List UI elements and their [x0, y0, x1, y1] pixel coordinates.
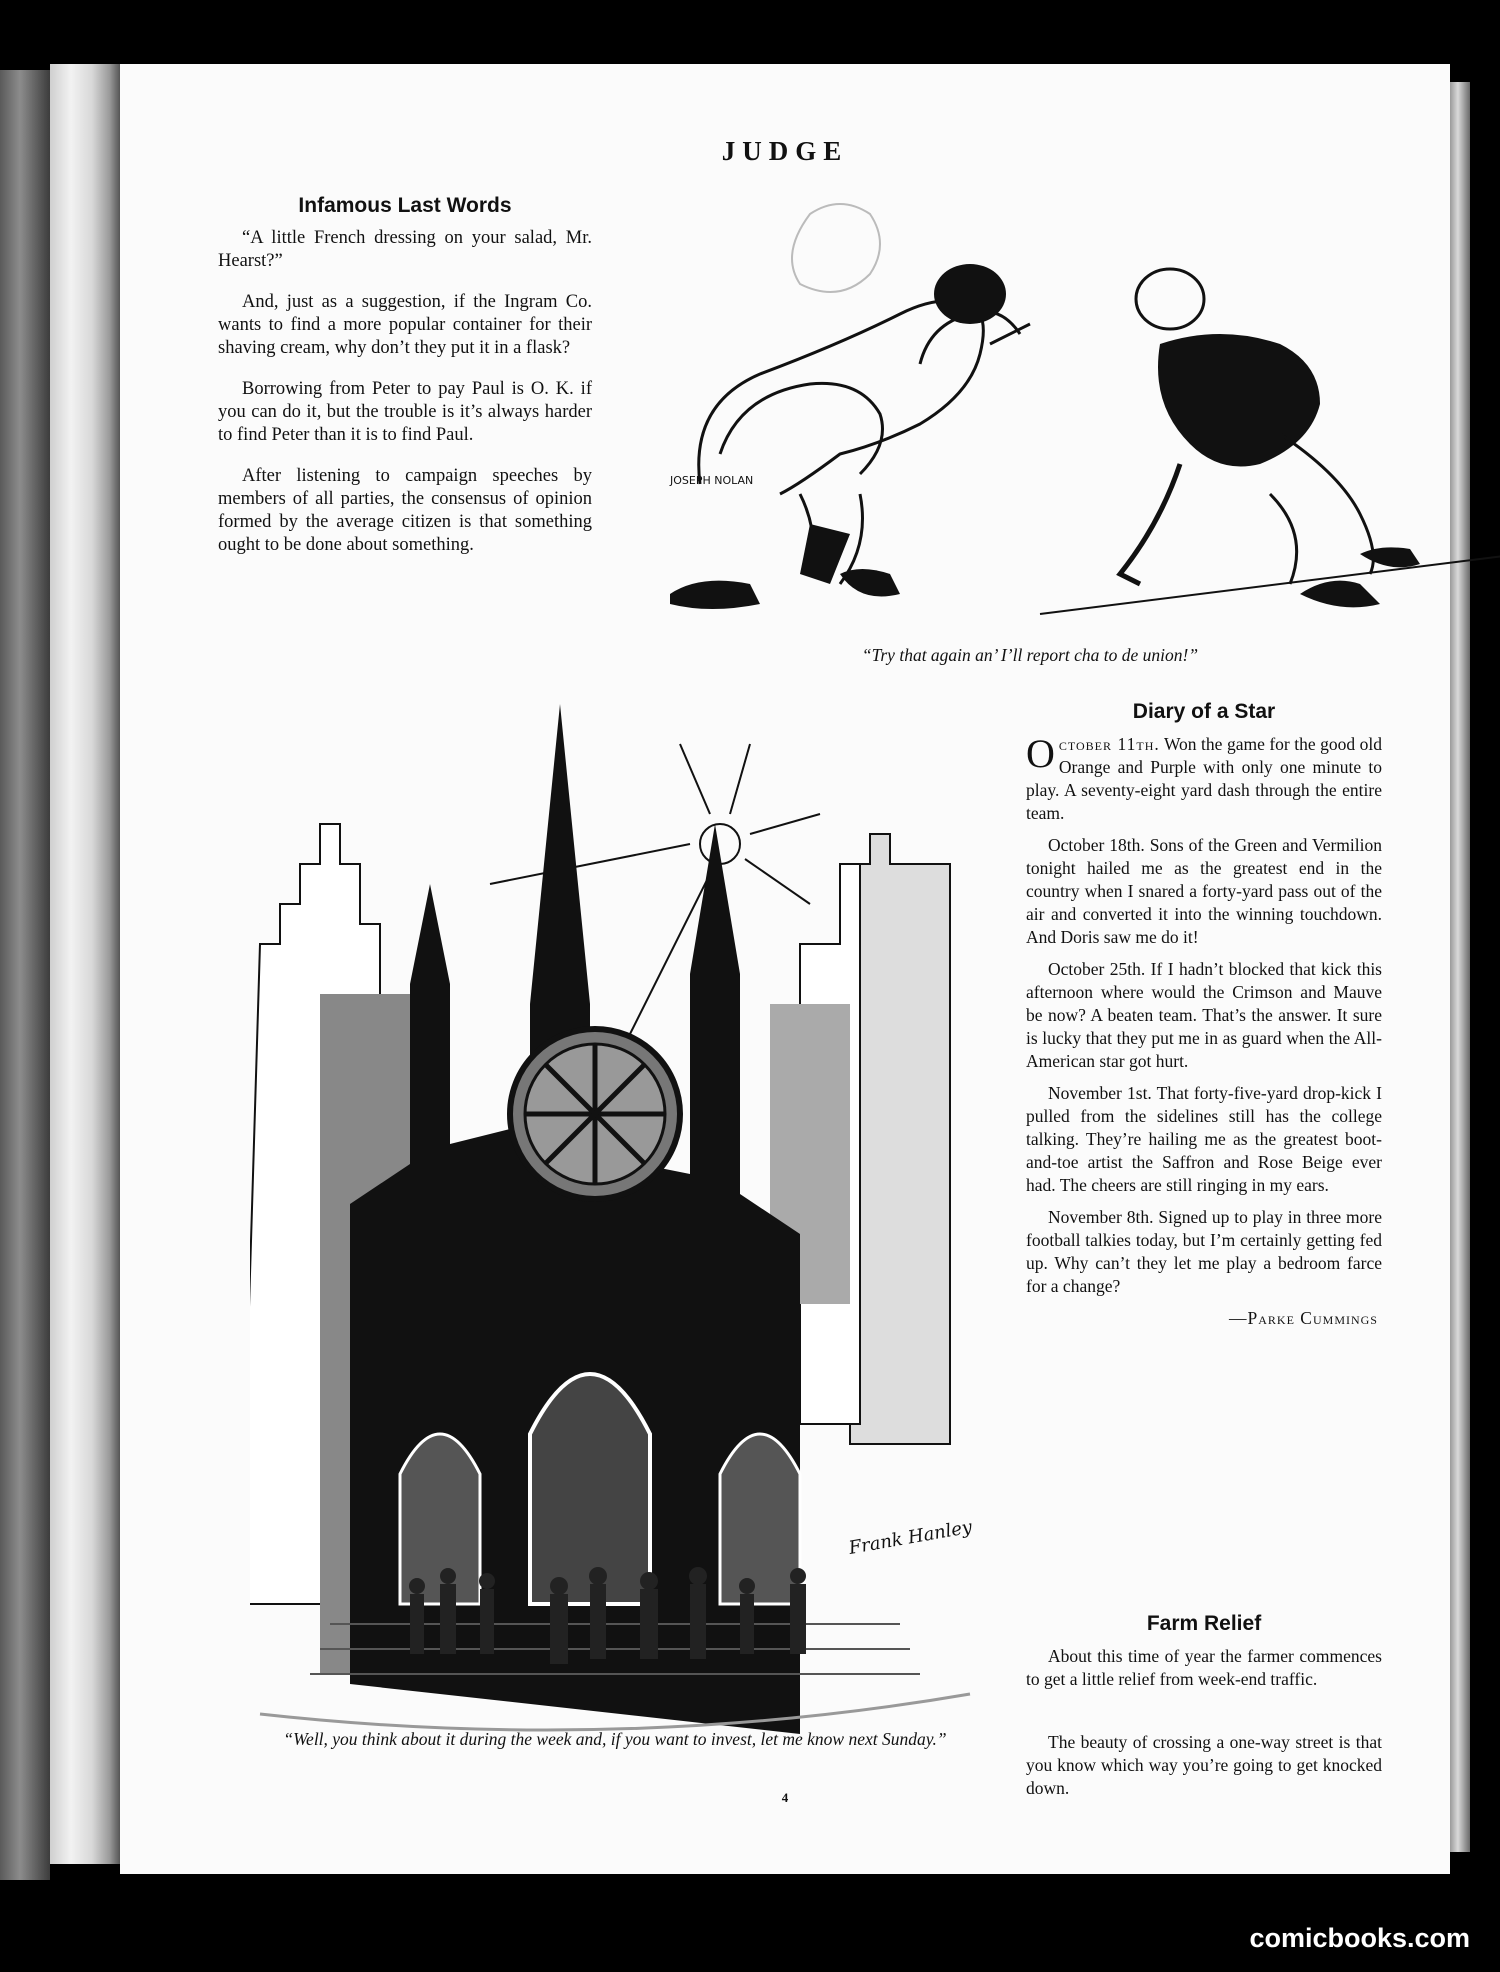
page-stack-left	[50, 64, 120, 1864]
diary-entry: November 1st. That forty-five-yard drop-kick I pulled from the sidelines still has the college talking. They’re hailing me as the greatest boot-and-toe artist the Saffron and Rose Beige ever had. The cheers are still ringing in my ears.	[1026, 1083, 1382, 1195]
joke-paragraph: The beauty of crossing a one-way street is that you know which way you’re going to get knocked down.	[1026, 1732, 1382, 1798]
diary-entry	[1026, 733, 1382, 825]
site-watermark: comicbooks.com	[1249, 1923, 1470, 1953]
joke-paragraph: About this time of year the farmer commences to get a little relief from week-end traffic.	[1026, 1646, 1382, 1689]
diary-of-a-star-column	[1026, 700, 1382, 1330]
joke-paragraph: Borrowing from Peter to pay Paul is O. K. if you can do it, but the trouble is it’s always harder to find Peter than it is to find Paul.	[218, 379, 592, 445]
diary-heading: Diary of a Star	[1132, 700, 1276, 723]
church-cartoon-caption: “Well, you think about it during the week and, if you want to invest, let me know next Sunday.”	[283, 1729, 947, 1749]
magazine-title: JUDGE	[721, 136, 849, 166]
football-cartoon-illustration	[660, 194, 1500, 634]
football-cartoon-caption: “Try that again an’ I’ll report cha to de union!”	[861, 645, 1199, 665]
page-number: 4	[781, 1790, 789, 1805]
entry-text: Won the game for the good old Orange and Purple with only one minute to play. A seventy-eight yard dash through the entire team.	[1026, 734, 1382, 823]
magazine-page	[120, 64, 1450, 1874]
artist-signature-nolan: JOSEPH NOLAN	[670, 474, 754, 487]
book-spine	[0, 70, 50, 1880]
diary-entry: October 25th. If I hadn’t blocked that kick this afternoon where would the Crimson and Mauve be now? A beaten team. That’s the answer. It sure is lucky that they put me in as guard when the All-American star got hurt.	[1026, 959, 1382, 1071]
joke-paragraph: And, just as a suggestion, if the Ingram Co. wants to find a more popular container for their shaving cream, why don’t they put it in a flask?	[218, 292, 592, 358]
church-cartoon-illustration	[250, 704, 980, 1754]
entry-date: ctober 11th.	[1058, 734, 1160, 754]
diary-entry: November 8th. Signed up to play in three more football talkies today, but I’m certainly getting fed up. Why can’t they let me play a bedroom farce for a change?	[1026, 1207, 1382, 1296]
farm-heading: Farm Relief	[1146, 1612, 1262, 1635]
drop-cap: O	[1026, 731, 1055, 776]
right-helmet	[1136, 269, 1204, 329]
author-signature: —Parke Cummings	[1229, 1308, 1378, 1328]
joke-paragraph: After listening to campaign speeches by members of all parties, the consensus of opinion formed by the average citizen is that something ought to be done about something.	[218, 466, 592, 555]
infamous-last-words-column	[218, 194, 592, 575]
infamous-heading: Infamous Last Words	[298, 194, 512, 217]
diary-entry: October 18th. Sons of the Green and Vermilion tonight hailed me as the greatest end in the country when I snared a forty-yard pass out of the air and converted it into the winning touchdown. And Doris saw me do it!	[1026, 835, 1382, 947]
joke-paragraph: “A little French dressing on your salad, Mr. Hearst?”	[218, 228, 592, 271]
left-helmet	[934, 264, 1006, 324]
artist-signature-hanley: Frank Hanley	[847, 1516, 974, 1559]
